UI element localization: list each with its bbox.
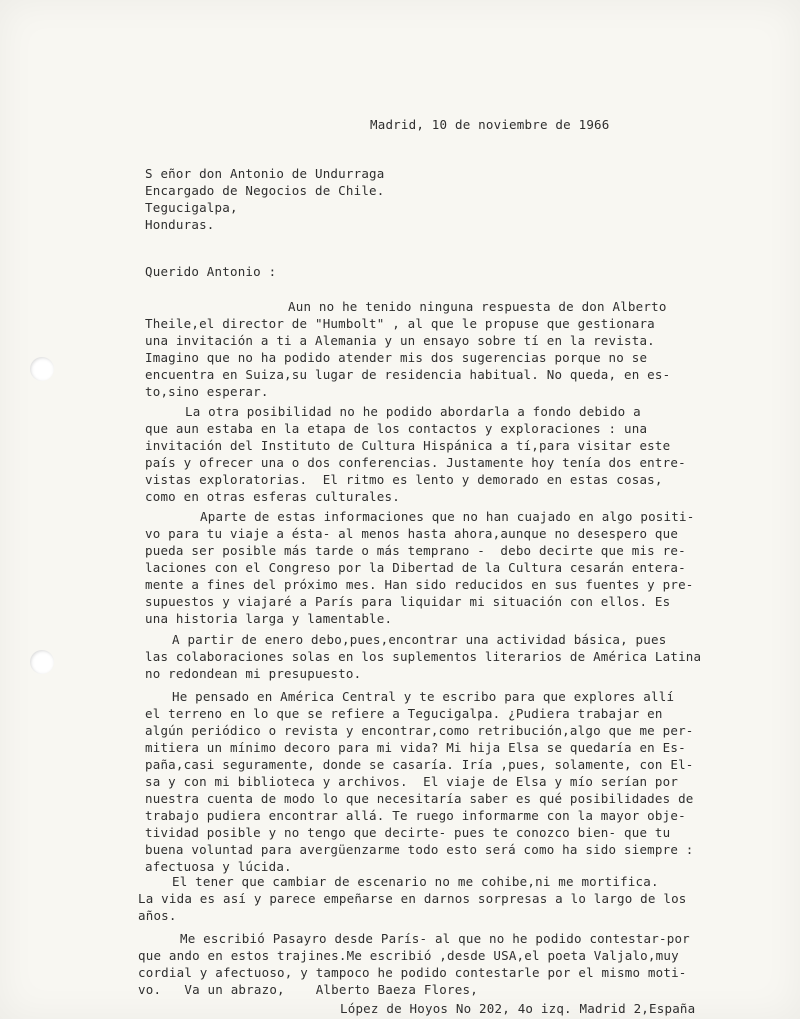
paragraph-5-line: He pensado en América Central y te escribo para que explores allí — [172, 689, 675, 704]
paragraph-1-line: Aun no he tenido ninguna respuesta de don Alberto — [288, 299, 667, 314]
paragraph-6-line: años. — [138, 908, 177, 923]
paragraph-2-line: La otra posibilidad no he podido abordarla a fondo debido a — [185, 404, 641, 419]
paragraph-4-line: no redondean mi presupuesto. — [145, 666, 362, 681]
recipient-line: Encargado de Negocios de Chile. — [145, 183, 385, 198]
paragraph-2-line: país y ofrecer una o dos conferencias. Justamente hoy tenía dos entre- — [145, 455, 686, 470]
paragraph-1-line: to,sino esperar. — [145, 384, 269, 399]
paragraph-5-line: paña,casi seguramente, donde se casaría. Iría ,pues, solamente, con El- — [145, 757, 694, 772]
sender-address: López de Hoyos No 202, 4o izq. Madrid 2,España — [340, 1001, 696, 1016]
recipient-line: S eñor don Antonio de Undurraga — [145, 166, 385, 181]
closing-signature-line: vo. Va un abrazo, Alberto Baeza Flores, — [138, 982, 478, 997]
paragraph-5-line: mitiera un mínimo decoro para mi vida? Mi hija Elsa se quedaría en Es- — [145, 740, 686, 755]
paragraph-3-line: laciones con el Congreso por la Dibertad de la Cultura cesarán entera- — [145, 560, 686, 575]
paragraph-6-line: La vida es así y parece empeñarse en darnos sorpresas a lo largo de los — [138, 891, 687, 906]
paragraph-5-line: sa y con mi biblioteca y archivos. El viaje de Elsa y mío serían por — [145, 774, 679, 789]
punch-hole — [30, 650, 54, 674]
paragraph-1-line: encuentra en Suiza,su lugar de residencia habitual. No queda, en es- — [145, 367, 671, 382]
paragraph-5-line: afectuosa y lúcida. — [145, 859, 292, 874]
paragraph-5-line: trabajo pudiera encontrar allá. Te ruego informarme con la mayor obje- — [145, 808, 686, 823]
paragraph-3-line: mente a fines del próximo mes. Han sido reducidos en sus fuentes y pre- — [145, 577, 694, 592]
paragraph-3-line: vo para tu viaje a ésta- al menos hasta ahora,aunque no desespero que — [145, 526, 679, 541]
paragraph-2-line: vistas exploratorias. El ritmo es lento y demorado en estas cosas, — [145, 472, 663, 487]
paragraph-1-line: una invitación a ti a Alemania y un ensayo sobre tí en la revista. — [145, 333, 655, 348]
paragraph-7-line: cordial y afectuoso, y tampoco he podido contestarle por el mismo moti- — [138, 965, 687, 980]
recipient-line: Tegucigalpa, — [145, 200, 238, 215]
paragraph-3-line: supuestos y viajaré a París para liquidar mi situación con ellos. Es — [145, 594, 671, 609]
paragraph-7-line: Me escribió Pasayro desde París- al que no he podido contestar-por — [180, 931, 690, 946]
paragraph-1-line: Theile,el director de "Humbolt" , al que le propuse que gestionara — [145, 316, 655, 331]
paragraph-3-line: Aparte de estas informaciones que no han cuajado en algo positi- — [200, 509, 695, 524]
paragraph-2-line: invitación del Instituto de Cultura Hispánica a tí,para visitar este — [145, 438, 671, 453]
paragraph-3-line: una historia larga y lamentable. — [145, 611, 393, 626]
paragraph-5-line: nuestra cuenta de modo lo que necesitaría saber es qué posibilidades de — [145, 791, 694, 806]
paragraph-7-line: que ando en estos trajines.Me escribió ,desde USA,el poeta Valjalo,muy — [138, 948, 679, 963]
paragraph-5-line: el terreno en lo que se refiere a Tegucigalpa. ¿Pudiera trabajar en — [145, 706, 663, 721]
recipient-line: Honduras. — [145, 217, 215, 232]
paragraph-1-line: Imagino que no ha podido atender mis dos sugerencias porque no se — [145, 350, 648, 365]
date-line: Madrid, 10 de noviembre de 1966 — [370, 117, 610, 132]
paragraph-4-line: A partir de enero debo,pues,encontrar una actividad básica, pues — [172, 632, 667, 647]
paragraph-2-line: como en otras esferas culturales. — [145, 489, 400, 504]
paragraph-3-line: pueda ser posible más tarde o más temprano - debo decirte que mis re- — [145, 543, 686, 558]
paragraph-5-line: tividad posible y no tengo que decirte- pues te conozco bien- que tu — [145, 825, 671, 840]
paragraph-4-line: las colaboraciones solas en los suplementos literarios de América Latina — [145, 649, 702, 664]
paragraph-5-line: algún periódico o revista y encontrar,como retribución,algo que me per- — [145, 723, 694, 738]
paragraph-5-line: buena voluntad para avergüenzarme todo esto será como ha sido siempre : — [145, 842, 694, 857]
salutation: Querido Antonio : — [145, 264, 277, 279]
punch-hole — [30, 357, 54, 381]
paragraph-2-line: que aun estaba en la etapa de los contactos y exploraciones : una — [145, 421, 648, 436]
paragraph-6-line: El tener que cambiar de escenario no me cohibe,ni me mortifica. — [172, 874, 659, 889]
